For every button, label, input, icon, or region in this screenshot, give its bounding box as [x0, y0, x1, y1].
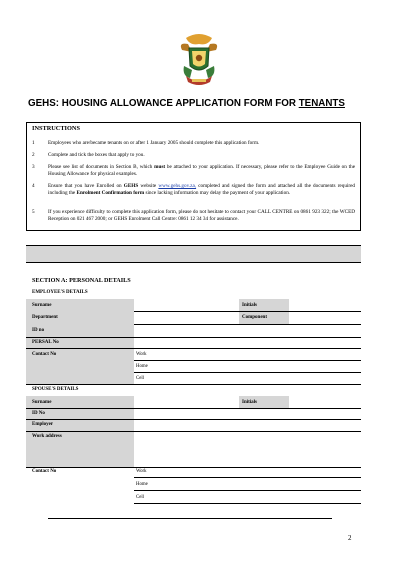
persal-no-input[interactable] — [134, 338, 361, 348]
instructions-box — [26, 122, 361, 231]
item-number: 5 — [32, 209, 35, 215]
personal-details-form — [26, 245, 361, 506]
initials-label: Initials — [242, 303, 258, 308]
spouse-work-label: Work — [136, 469, 147, 474]
spouse-home-label: Home — [136, 482, 148, 487]
section-a-title: SECTION A: PERSONAL DETAILS — [32, 277, 131, 284]
title-main: GEHS: HOUSING ALLOWANCE APPLICATION FORM FOR — [28, 98, 299, 109]
surname-label: Surname — [32, 303, 52, 308]
spouse-cell-phone-input[interactable] — [156, 491, 361, 503]
gehs-website-link[interactable]: www.gehs.gov.za, — [158, 183, 197, 189]
spouse-employer-label: Employer — [32, 422, 54, 427]
item-number: 3 — [32, 164, 35, 170]
spouse-contact-no-label: Contact No — [32, 469, 57, 474]
spouse-surname-input[interactable] — [134, 396, 239, 408]
contact-no-label: Contact No — [32, 352, 57, 357]
instructions-heading: INSTRUCTIONS — [32, 125, 80, 132]
spouse-work-address-input[interactable] — [134, 432, 361, 467]
component-label: Component — [242, 315, 268, 320]
header-band — [26, 245, 361, 262]
spouse-surname-label: Surname — [32, 400, 52, 405]
spouse-id-no-label: ID No — [32, 411, 45, 416]
spouse-work-phone-input[interactable] — [156, 468, 361, 477]
spouse-initials-label: Initials — [242, 400, 258, 405]
coat-of-arms-icon — [178, 32, 220, 88]
persal-no-label: PERSAL No — [32, 340, 59, 345]
initials-input[interactable] — [289, 299, 361, 311]
home-label: Home — [136, 364, 148, 369]
cell-phone-input[interactable] — [156, 373, 361, 384]
spouse-home-phone-input[interactable] — [156, 478, 361, 490]
id-no-label: ID no — [32, 328, 45, 333]
page-number: 2 — [348, 534, 352, 542]
item-text: If you experience difficulty to complete this application form, please do not hesitate to contact your CALL CENTRE on 0861 923 322; the WCED Reception on 021 467 2000; or GEHS Enrolment Call Centre: 0861 12 34 34 for assistance. — [48, 209, 355, 223]
item-text: Complete and tick the boxes that apply to you. — [48, 152, 145, 158]
spouse-initials-input[interactable] — [289, 396, 361, 408]
item-text: Please see list of documents in Section B, which must be attached to your application. If necessary, please refer to the Employee Guide on the Housing Allowance for physical examples. — [48, 164, 355, 178]
spouse-employer-input[interactable] — [134, 420, 361, 431]
home-phone-input[interactable] — [156, 361, 361, 372]
cell-label: Cell — [136, 376, 144, 381]
footer-rule — [48, 518, 332, 519]
item-number: 1 — [32, 140, 35, 146]
spouse-work-address-label: Work address — [32, 434, 62, 439]
department-label: Department — [32, 315, 58, 320]
item-text: Ensure that you have Enrolled on GEHS website www.gehs.gov.za, completed and signed the form and attached all the documents required including the Enrolment Confirmation form since lacking information may delay the payment of your application. — [48, 183, 355, 197]
spouse-cell-label: Cell — [136, 495, 144, 500]
component-input[interactable] — [289, 312, 361, 324]
employee-details-heading: EMPLOYEE'S DETAILS — [32, 290, 88, 295]
item-text: Employees who are/became tenants on or after 1 January 2005 should complete this application form. — [48, 140, 260, 146]
title-tenants: TENANTS — [298, 98, 345, 109]
spouse-details-heading: SPOUSE'S DETAILS — [32, 387, 79, 392]
page-title — [28, 98, 373, 109]
work-phone-input[interactable] — [156, 349, 361, 360]
department-input[interactable] — [134, 312, 239, 324]
id-no-input[interactable] — [134, 325, 361, 337]
surname-input[interactable] — [134, 299, 239, 311]
spouse-id-no-input[interactable] — [134, 409, 361, 419]
work-label: Work — [136, 352, 147, 357]
item-number: 4 — [32, 183, 35, 189]
item-number: 2 — [32, 152, 35, 158]
